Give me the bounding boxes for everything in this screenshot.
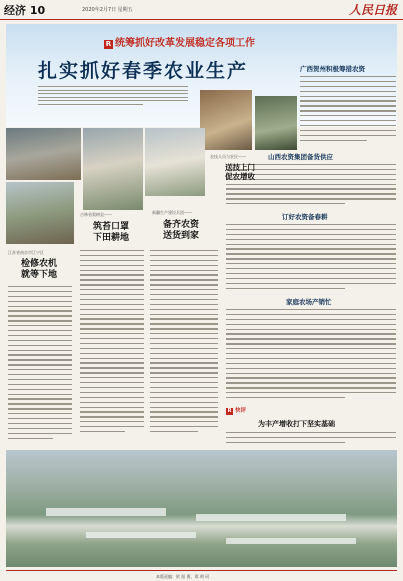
commentary-badge-icon: R <box>227 408 232 414</box>
banner-lead-text <box>38 86 188 120</box>
col4-headline <box>206 163 274 181</box>
col3-title-line-1: 备齐农资 <box>162 220 199 230</box>
photo-supplies-delivery <box>145 128 205 196</box>
col2-headline <box>80 222 142 244</box>
col1-title-line-1: 检修农机 <box>20 259 57 269</box>
kicker-badge-icon: R <box>105 40 112 48</box>
right-headline-1: 广西贺州积极筹措农资 <box>300 65 365 73</box>
col3-headline <box>150 220 212 242</box>
col1-title-line-2: 就等下地 <box>20 270 57 280</box>
right-headline-3: 订好农资备春耕 <box>282 213 328 221</box>
commentary-title: 为丰产增收打下坚实基础 <box>258 419 335 428</box>
photo-tractor <box>6 128 81 180</box>
col4-title-line-1: 送技上门 <box>225 163 255 172</box>
commentary-label-text: 快评 <box>235 408 247 414</box>
commentary-label <box>226 406 246 415</box>
col3-kicker: 新疆生产建设兵团—— <box>152 210 192 215</box>
commentary-text <box>226 432 396 448</box>
kicker-text: 统筹抓好改革发展稳定各项工作 <box>115 38 255 49</box>
right-article-1-text <box>300 76 396 148</box>
col4-title-line-2: 促农增收 <box>225 172 255 181</box>
right-headline-2: 山西农资集团备货供应 <box>268 153 333 161</box>
photo-farmland-panorama <box>6 450 397 567</box>
col4-kicker: 农技人员与农民—— <box>210 154 246 159</box>
banner-kicker <box>104 34 255 49</box>
masthead-logo: 人民日报 <box>348 3 397 17</box>
right-article-3-text <box>226 224 396 294</box>
photo-machinery <box>6 182 74 244</box>
col1-article-text <box>8 286 72 446</box>
photo-workers <box>255 96 297 150</box>
photo-farmers-field <box>200 90 252 150</box>
section-name: 经济 10 <box>4 4 46 17</box>
page-title: 扎实抓好春季农业生产 <box>38 60 249 82</box>
col2-article-text <box>80 250 144 446</box>
col1-headline <box>8 259 70 281</box>
footer-editors: 本版责编：欧 阳 曹、郑 明 珂 <box>156 574 210 579</box>
col3-title-line-2: 送货到家 <box>162 231 199 241</box>
col2-title-line-2: 下田耕地 <box>92 233 129 243</box>
col2-kicker: 吉林省梨树县—— <box>80 212 112 217</box>
col2-title-line-1: 筑苔口罩 <box>92 222 129 232</box>
page-header <box>0 0 403 20</box>
col3-article-text <box>150 250 218 446</box>
col1-kicker: 江苏省南京市江宁区 <box>8 250 44 255</box>
right-article-4-text <box>226 309 396 403</box>
issue-date: 2020年2月7日 星期五 <box>82 7 133 13</box>
right-headline-4: 家庭农场产销忙 <box>286 298 332 306</box>
photo-mask-farmer <box>83 128 143 210</box>
page-footer <box>6 570 397 581</box>
